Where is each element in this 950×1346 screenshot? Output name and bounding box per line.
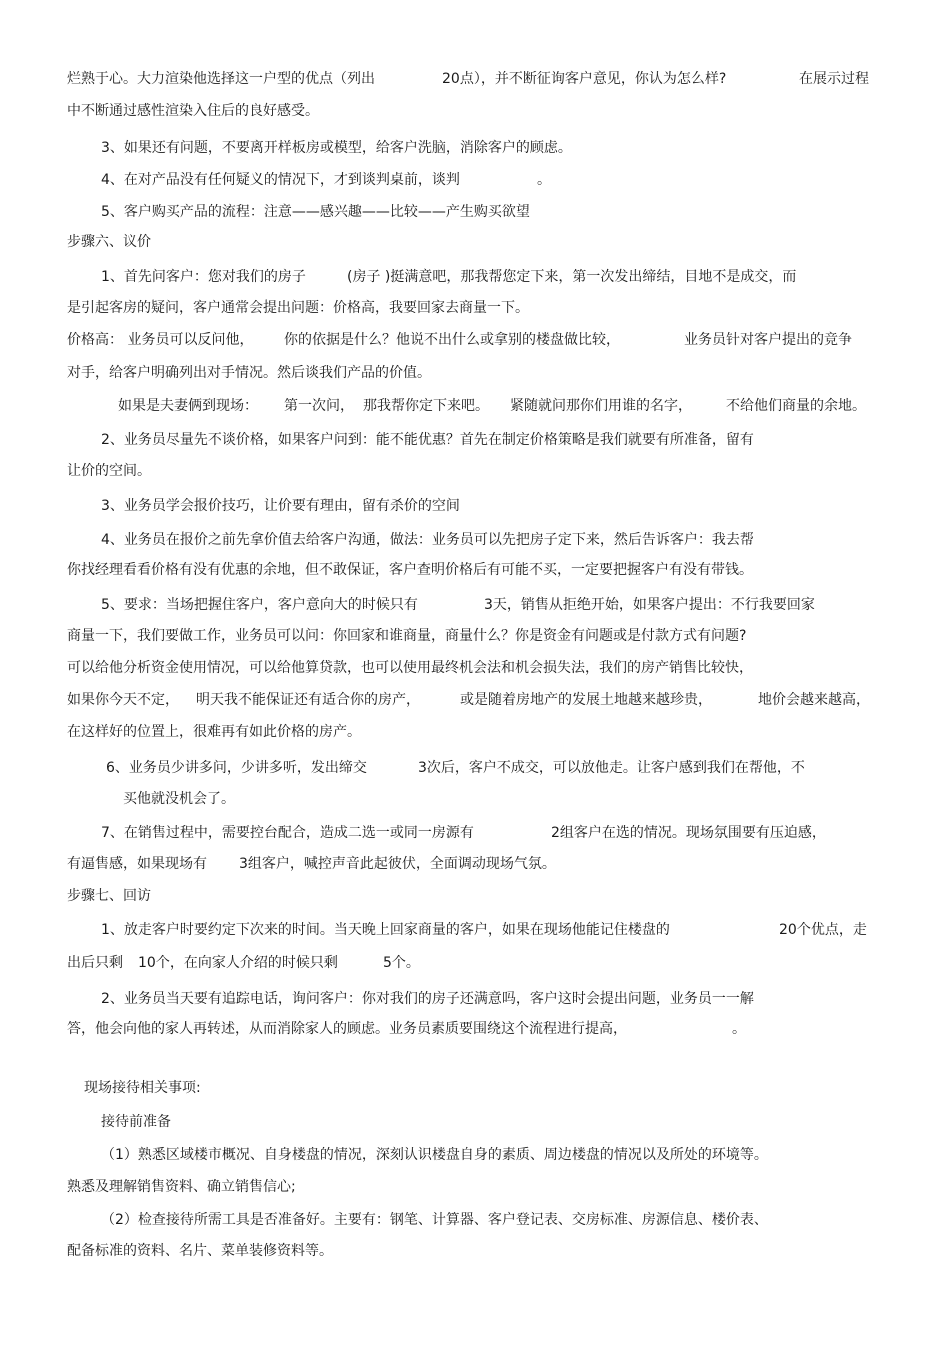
text-segment: 4、在对产品没有任何疑义的情况下，才到谈判桌前，谈判 [101,172,460,188]
text-segment: 地价会越来越高， [758,692,870,708]
text-segment: 5、客户购买产品的流程：注意——感兴趣——比较——产生购买欲望 [101,204,530,220]
text-segment: 5、要求：当场把握住客户，客户意向大的时候只有 [101,597,418,613]
text-segment: 在这样好的位置上，很难再有如此价格的房产。 [67,724,361,740]
text-segment: 那我帮你定下来吧。 [363,398,489,414]
text-segment: 20点），并不断征询客户意见，你认为怎么样? [442,71,727,87]
text-segment: 5个。 [383,955,420,971]
text-segment: (房子 )挺满意吧，那我帮您定下来，第一次发出缔结，目地不是成交，而 [347,269,797,285]
text-segment: 3、如果还有问题，不要离开样板房或模型，给客户洗脑，消除客户的顾虑。 [101,140,572,156]
text-segment: 答，他会向他的家人再转述，从而消除家人的顾虑。业务员素质要围绕这个流程进行提高， [67,1021,627,1037]
text-segment: 你的依据是什么？他说不出什么或拿别的楼盘做比较， [284,332,620,348]
text-segment: 有逼售感，如果现场有 [67,856,207,872]
text-segment: 6、业务员少讲多问，少讲多听，发出缔交 [106,760,367,776]
text-segment: 3、业务员学会报价技巧，让价要有理由，留有杀价的空间 [101,498,460,514]
text-segment: 如果你今天不定， [67,692,179,708]
text-segment: 中不断通过感性渲染入住后的良好感受。 [67,103,319,119]
text-segment: 步骤七、回访 [67,888,151,904]
text-segment: 3组客户，喊控声音此起彼伏，全面调动现场气氛。 [239,856,556,872]
text-segment: 价格高： 业务员可以反问他， [67,332,254,348]
text-segment: 20个优点，走 [779,922,867,938]
text-segment: 4、业务员在报价之前先拿价值去给客户沟通，做法：业务员可以先把房子定下来，然后告诉客户：我去帮 [101,532,754,548]
text-segment: 1、首先问客户：您对我们的房子 [101,269,306,285]
text-segment: 步骤六、议价 [67,234,151,250]
text-segment: 现场接待相关事项: [84,1080,201,1096]
text-segment: 出后只剩 [67,955,123,971]
text-segment: 买他就没机会了。 [123,791,235,807]
text-segment: 2组客户在选的情况。现场氛围要有压迫感， [551,825,826,841]
text-segment: 10个，在向家人介绍的时候只剩 [138,955,338,971]
text-segment: 2、业务员尽量先不谈价格，如果客户问到：能不能优惠？首先在制定价格策略是我们就要有所准备，留有 [101,432,754,448]
text-segment: 你找经理看看价格有没有优惠的余地，但不敢保证，客户查明价格后有可能不买，一定要把握客户有没有带钱。 [67,562,753,578]
text-segment: （1）熟悉区域楼市概况、自身楼盘的情况，深刻认识楼盘自身的素质、周边楼盘的情况以及所处的环境等。 [101,1147,768,1163]
text-segment: 1、放走客户时要约定下次来的时间。当天晚上回家商量的客户，如果在现场他能记住楼盘的 [101,922,670,938]
text-segment: 接待前准备 [101,1114,171,1130]
text-segment: 紧随就问那你们用谁的名字， [510,398,692,414]
text-segment: 业务员针对客户提出的竞争 [684,332,852,348]
text-segment: 熟悉及理解销售资料、确立销售信心; [67,1179,296,1195]
text-segment: 。 [732,1021,746,1037]
text-segment: 如果是夫妻俩到现场： [118,398,258,414]
text-segment: 商量一下，我们要做工作，业务员可以问：你回家和谁商量，商量什么？你是资金有问题或是付款方式有问题? [67,628,747,644]
text-segment: 配备标准的资料、名片、菜单装修资料等。 [67,1243,333,1259]
text-segment: 3天，销售从拒绝开始，如果客户提出：不行我要回家 [484,597,815,613]
text-segment: 第一次问， [284,398,354,414]
text-segment: 在展示过程 [799,71,869,87]
text-segment: 3次后，客户不成交，可以放他走。让客户感到我们在帮他，不 [418,760,805,776]
text-segment: 。 [537,172,551,188]
text-segment: 让价的空间。 [67,463,151,479]
text-segment: 不给他们商量的余地。 [726,398,866,414]
text-segment: 7、在销售过程中，需要控台配合，造成二选一或同一房源有 [101,825,474,841]
text-segment: 烂熟于心。大力渲染他选择这一户型的优点（列出 [67,71,375,87]
text-segment: （2）检查接待所需工具是否准备好。主要有：钢笔、计算器、客户登记表、交房标准、房源信息、楼价表、 [101,1212,768,1228]
text-segment: 是引起客房的疑问，客户通常会提出问题：价格高，我要回家去商量一下。 [67,300,529,316]
text-segment: 或是随着房地产的发展土地越来越珍贵， [460,692,712,708]
text-segment: 2、业务员当天要有追踪电话，询问客户：你对我们的房子还满意吗，客户这时会提出问题，业务员一一解 [101,991,754,1007]
text-segment: 对手，给客户明确列出对手情况。然后谈我们产品的价值。 [67,365,431,381]
text-segment: 明天我不能保证还有适合你的房产， [196,692,420,708]
text-segment: 可以给他分析资金使用情况，可以给他算贷款，也可以使用最终机会法和机会损失法，我们的房产销售比较快， [67,660,753,676]
